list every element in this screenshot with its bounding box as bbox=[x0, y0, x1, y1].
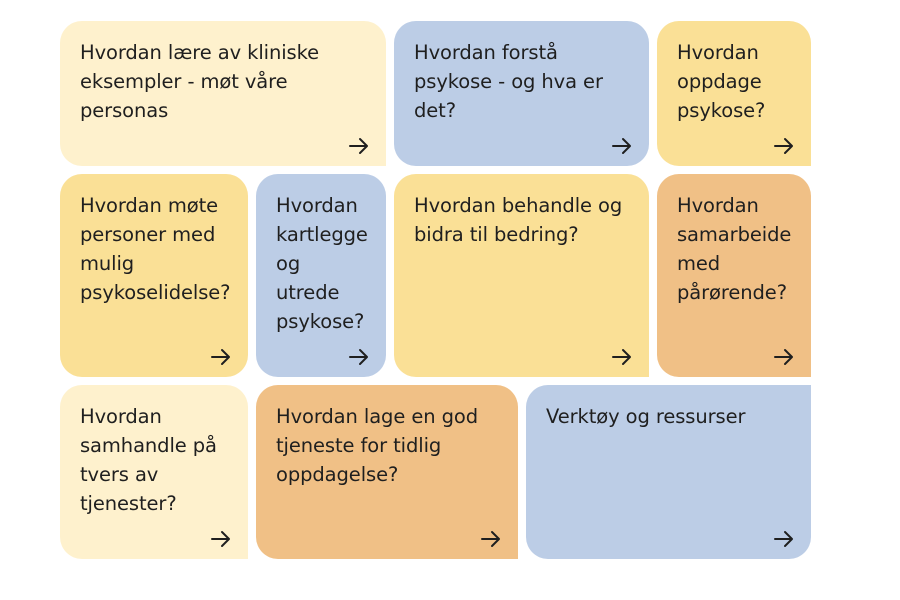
card-mote[interactable] bbox=[60, 174, 248, 377]
arrow-right-icon bbox=[348, 348, 370, 366]
arrow-right-icon bbox=[773, 137, 795, 155]
arrow-right-icon bbox=[611, 137, 633, 155]
card-verktoy[interactable] bbox=[526, 385, 811, 559]
card-behandle[interactable] bbox=[394, 174, 649, 377]
card-kartlegge[interactable] bbox=[256, 174, 386, 377]
card-personas[interactable] bbox=[60, 21, 386, 166]
card-oppdage[interactable] bbox=[657, 21, 811, 166]
card-samhandle[interactable] bbox=[60, 385, 248, 559]
arrow-right-icon bbox=[210, 348, 232, 366]
card-samhandle-title: Hvordan samhandle på tvers av tjenester? bbox=[80, 405, 217, 515]
arrow-right-icon bbox=[210, 530, 232, 548]
arrow-right-icon bbox=[480, 530, 502, 548]
card-oppdage-title: Hvordan oppdage psykose? bbox=[677, 41, 766, 122]
arrow-right-icon bbox=[773, 530, 795, 548]
card-forsta-title: Hvordan forstå psykose - og hva er det? bbox=[414, 41, 603, 122]
arrow-right-icon bbox=[773, 348, 795, 366]
card-behandle-title: Hvordan behandle og bidra til bedring? bbox=[414, 194, 623, 246]
card-verktoy-title: Verktøy og ressurser bbox=[546, 405, 746, 428]
card-personas-title: Hvordan lære av kliniske eksempler - møt våre personas bbox=[80, 41, 319, 122]
card-tjeneste-title: Hvordan lage en god tjeneste for tidlig oppdagelse? bbox=[276, 405, 478, 486]
card-mote-title: Hvordan møte personer med mulig psykoselidelse? bbox=[80, 194, 231, 304]
arrow-right-icon bbox=[348, 137, 370, 155]
card-forsta[interactable] bbox=[394, 21, 649, 166]
card-tjeneste[interactable] bbox=[256, 385, 518, 559]
card-parorende-title: Hvordan samarbeide med pårørende? bbox=[677, 194, 792, 304]
card-parorende[interactable] bbox=[657, 174, 811, 377]
arrow-right-icon bbox=[611, 348, 633, 366]
card-kartlegge-title: Hvordan kartlegge og utrede psykose? bbox=[276, 194, 368, 333]
